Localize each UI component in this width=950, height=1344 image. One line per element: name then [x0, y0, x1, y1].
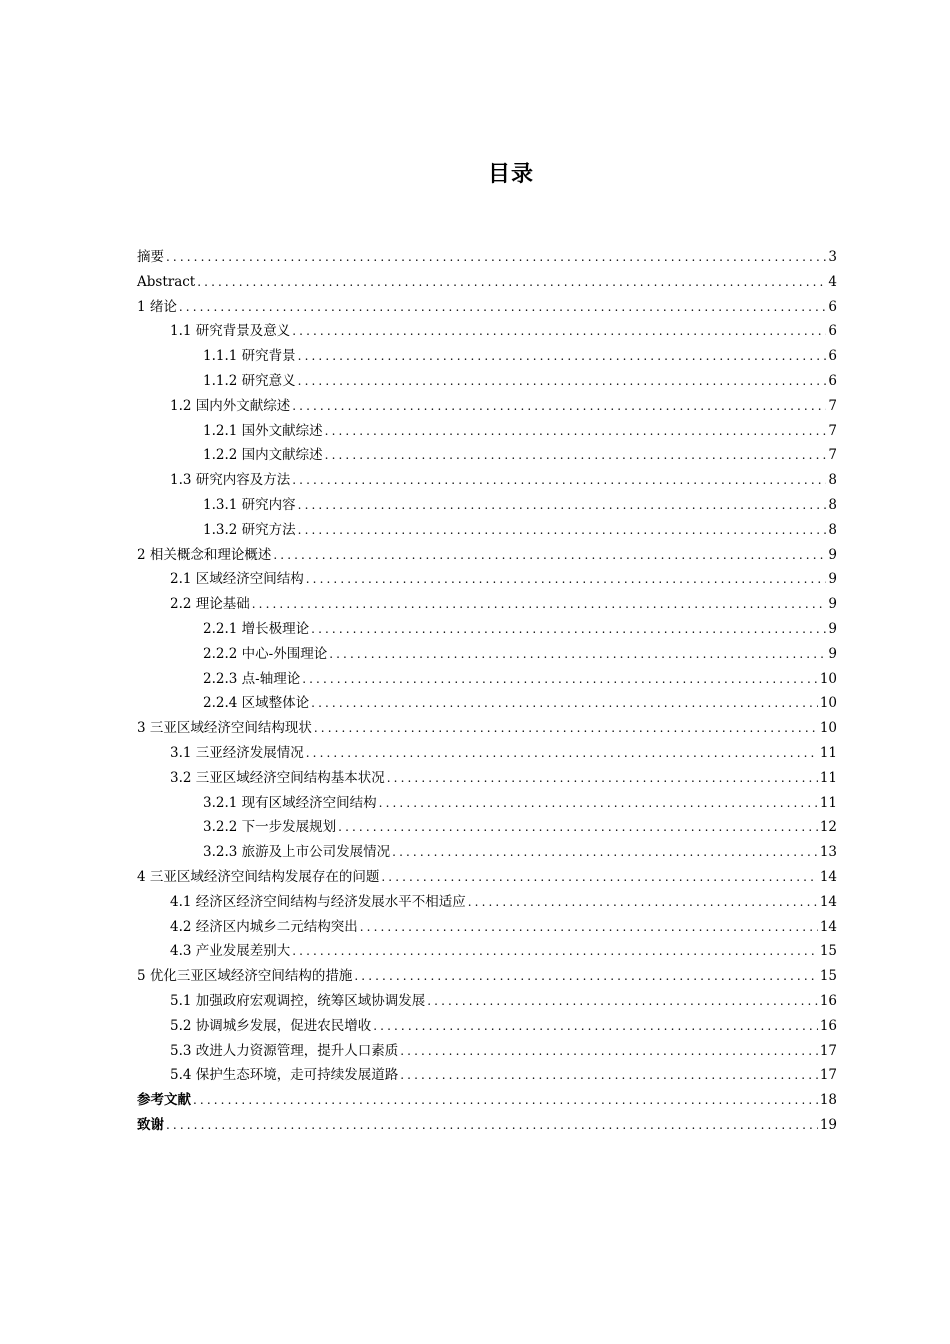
- toc-leader-dots: [468, 890, 818, 915]
- toc-leader-dots: [273, 543, 826, 568]
- toc-entry[interactable]: [137, 741, 837, 766]
- toc-entry[interactable]: [137, 394, 837, 419]
- toc-entry[interactable]: [137, 493, 837, 518]
- toc-entry[interactable]: [137, 1039, 837, 1064]
- toc-leader-dots: [298, 344, 827, 369]
- toc-entry-page-number: 8: [828, 472, 837, 489]
- toc-entry-page-number: 14: [819, 868, 837, 885]
- toc-entry-label: 3.2.3 旅游及上市公司发展情况: [203, 844, 391, 861]
- toc-entry-label: 5 优化三亚区域经济空间结构的措施: [137, 968, 353, 985]
- toc-entry[interactable]: [137, 815, 837, 840]
- toc-entry-label: 5.1 加强政府宏观调控，统筹区域协调发展: [170, 992, 426, 1009]
- toc-leader-dots: [400, 1039, 818, 1064]
- toc-entry[interactable]: [137, 319, 837, 344]
- toc-entry-label: 1.2 国内外文献综述: [170, 397, 291, 414]
- toc-entry-label: 1.1 研究背景及意义: [170, 323, 291, 340]
- toc-entry[interactable]: [137, 667, 837, 692]
- toc-entry-label: 2.1 区域经济空间结构: [170, 571, 304, 588]
- toc-entry[interactable]: [137, 766, 837, 791]
- toc-entry-page-number: 8: [828, 521, 837, 538]
- toc-entry-page-number: 10: [819, 670, 837, 687]
- toc-leader-dots: [306, 741, 818, 766]
- toc-leader-dots: [427, 989, 818, 1014]
- toc-entry-page-number: 7: [828, 422, 837, 439]
- toc-entry-page-number: 8: [828, 496, 837, 513]
- toc-entry[interactable]: [137, 691, 837, 716]
- toc-entry-label: 摘要: [137, 249, 164, 265]
- toc-entry-label: 1 绪论: [137, 298, 177, 315]
- toc-entry-page-number: 17: [819, 1067, 837, 1084]
- toc-entry-label: 致谢: [137, 1116, 164, 1133]
- toc-leader-dots: [314, 716, 818, 741]
- toc-entry-label: 5.3 改进人力资源管理，提升人口素质: [170, 1042, 399, 1059]
- toc-leader-dots: [292, 939, 818, 964]
- toc-entry[interactable]: [137, 567, 837, 592]
- toc-leader-dots: [379, 791, 818, 816]
- toc-leader-dots: [392, 840, 818, 865]
- toc-entry-page-number: 18: [819, 1092, 837, 1109]
- toc-leader-dots: [400, 1063, 818, 1088]
- toc-entry-label: 3.1 三亚经济发展情况: [170, 744, 304, 761]
- toc-entry-label: 3 三亚区域经济空间结构现状: [137, 720, 312, 737]
- toc-entry-page-number: 11: [819, 794, 837, 811]
- toc-entry-label: 2.2.2 中心-外围理论: [203, 645, 328, 662]
- toc-entry[interactable]: [137, 1063, 837, 1088]
- toc-entry-label: 2.2 理论基础: [170, 596, 250, 613]
- toc-entry-page-number: 9: [828, 620, 837, 637]
- toc-entry[interactable]: [137, 840, 837, 865]
- toc-entry-label: 5.2 协调城乡发展，促进农民增收: [170, 1017, 372, 1034]
- toc-entry-page-number: 12: [819, 819, 837, 836]
- toc-leader-dots: [325, 443, 827, 468]
- toc-entry[interactable]: [137, 642, 837, 667]
- toc-entry[interactable]: [137, 1113, 837, 1138]
- toc-leader-dots: [373, 1014, 818, 1039]
- toc-entry-page-number: 13: [819, 844, 837, 861]
- toc-entry-label: 2.2.3 点-轴理论: [203, 670, 301, 687]
- toc-leader-dots: [329, 642, 826, 667]
- toc-entry-label: 1.3.1 研究内容: [203, 496, 296, 513]
- toc-entry-page-number: 7: [828, 447, 837, 464]
- toc-entry[interactable]: [137, 419, 837, 444]
- toc-entry-page-number: 17: [819, 1042, 837, 1059]
- toc-entry[interactable]: [137, 939, 837, 964]
- toc-leader-dots: [298, 493, 827, 518]
- toc-entry[interactable]: [137, 245, 837, 270]
- toc-leader-dots: [179, 295, 827, 320]
- toc-entry-page-number: 6: [828, 372, 837, 389]
- toc-entry-page-number: 10: [819, 720, 837, 737]
- toc-entry-page-number: 9: [828, 596, 837, 613]
- toc-leader-dots: [302, 667, 818, 692]
- toc-leader-dots: [292, 394, 826, 419]
- toc-entry-label: 5.4 保护生态环境，走可持续发展道路: [170, 1067, 399, 1084]
- toc-entry-page-number: 15: [819, 943, 837, 960]
- toc-leader-dots: [311, 691, 818, 716]
- toc-leader-dots: [166, 1113, 818, 1138]
- toc-entry[interactable]: [137, 592, 837, 617]
- toc-leader-dots: [292, 319, 826, 344]
- toc-entry[interactable]: [137, 543, 837, 568]
- toc-entry[interactable]: [137, 890, 837, 915]
- toc-entry-label: 1.2.1 国外文献综述: [203, 422, 323, 439]
- table-of-contents: [137, 245, 837, 1138]
- toc-leader-dots: [354, 964, 817, 989]
- toc-entry[interactable]: [137, 1014, 837, 1039]
- toc-entry[interactable]: [137, 915, 837, 940]
- toc-entry-label: 1.3.2 研究方法: [203, 521, 296, 538]
- toc-leader-dots: [381, 865, 817, 890]
- toc-entry-page-number: 11: [819, 769, 837, 786]
- toc-entry-label: 4.2 经济区内城乡二元结构突出: [170, 918, 358, 935]
- toc-entry[interactable]: [137, 468, 837, 493]
- toc-entry-label: 1.1.1 研究背景: [203, 348, 296, 365]
- toc-entry[interactable]: [137, 989, 837, 1014]
- toc-entry-page-number: 11: [819, 744, 837, 761]
- toc-leader-dots: [306, 567, 827, 592]
- toc-leader-dots: [311, 617, 826, 642]
- toc-entry-label: 参考文献: [137, 1092, 191, 1109]
- toc-entry-page-number: 19: [819, 1116, 837, 1133]
- toc-entry-page-number: 6: [828, 348, 837, 365]
- toc-entry-label: 1.3 研究内容及方法: [170, 472, 291, 489]
- toc-entry[interactable]: [137, 791, 837, 816]
- toc-leader-dots: [298, 369, 827, 394]
- toc-leader-dots: [166, 245, 826, 270]
- toc-entry[interactable]: [137, 716, 837, 741]
- toc-entry-page-number: 16: [819, 1017, 837, 1034]
- toc-entry-label: 4.3 产业发展差别大: [170, 943, 291, 960]
- toc-leader-dots: [338, 815, 818, 840]
- toc-leader-dots: [387, 766, 818, 791]
- toc-entry[interactable]: [137, 1088, 837, 1113]
- toc-leader-dots: [292, 468, 826, 493]
- toc-entry-label: 3.2 三亚区域经济空间结构基本状况: [170, 769, 385, 786]
- toc-entry-page-number: 7: [828, 397, 837, 414]
- toc-entry-page-number: 15: [819, 968, 837, 985]
- toc-entry-label: 3.2.2 下一步发展规划: [203, 819, 337, 836]
- toc-entry[interactable]: [137, 270, 837, 295]
- toc-entry-page-number: 9: [828, 546, 837, 563]
- toc-entry-page-number: 9: [828, 571, 837, 588]
- toc-entry-label: Abstract: [137, 273, 196, 290]
- toc-entry-page-number: 9: [828, 645, 837, 662]
- toc-entry[interactable]: [137, 295, 837, 320]
- page-title: 目录: [487, 162, 534, 187]
- toc-leader-dots: [298, 518, 827, 543]
- toc-entry-page-number: 14: [819, 893, 837, 910]
- toc-entry-label: 2.2.1 增长极理论: [203, 620, 310, 637]
- toc-entry[interactable]: [137, 865, 837, 890]
- toc-entry-label: 4.1 经济区经济空间结构与经济发展水平不相适应: [170, 893, 466, 910]
- toc-entry-page-number: 3: [828, 249, 837, 265]
- toc-entry[interactable]: [137, 369, 837, 394]
- toc-entry-label: 3.2.1 现有区域经济空间结构: [203, 794, 377, 811]
- toc-entry[interactable]: [137, 964, 837, 989]
- toc-entry-page-number: 10: [819, 695, 837, 712]
- toc-leader-dots: [193, 1088, 818, 1113]
- toc-entry[interactable]: [137, 617, 837, 642]
- toc-leader-dots: [325, 419, 827, 444]
- toc-entry-label: 1.1.2 研究意义: [203, 372, 296, 389]
- toc-entry-page-number: 6: [828, 298, 837, 315]
- toc-leader-dots: [252, 592, 827, 617]
- toc-entry-page-number: 16: [819, 992, 837, 1009]
- toc-leader-dots: [197, 270, 826, 295]
- toc-entry[interactable]: [137, 518, 837, 543]
- toc-leader-dots: [360, 915, 818, 940]
- toc-entry-page-number: 6: [828, 323, 837, 340]
- toc-entry[interactable]: [137, 344, 837, 369]
- toc-entry-label: 1.2.2 国内文献综述: [203, 447, 323, 464]
- toc-entry[interactable]: [137, 443, 837, 468]
- toc-entry-page-number: 4: [828, 273, 837, 290]
- toc-entry-page-number: 14: [819, 918, 837, 935]
- toc-entry-label: 4 三亚区域经济空间结构发展存在的问题: [137, 868, 380, 885]
- toc-entry-label: 2.2.4 区域整体论: [203, 695, 310, 712]
- toc-entry-label: 2 相关概念和理论概述: [137, 546, 272, 563]
